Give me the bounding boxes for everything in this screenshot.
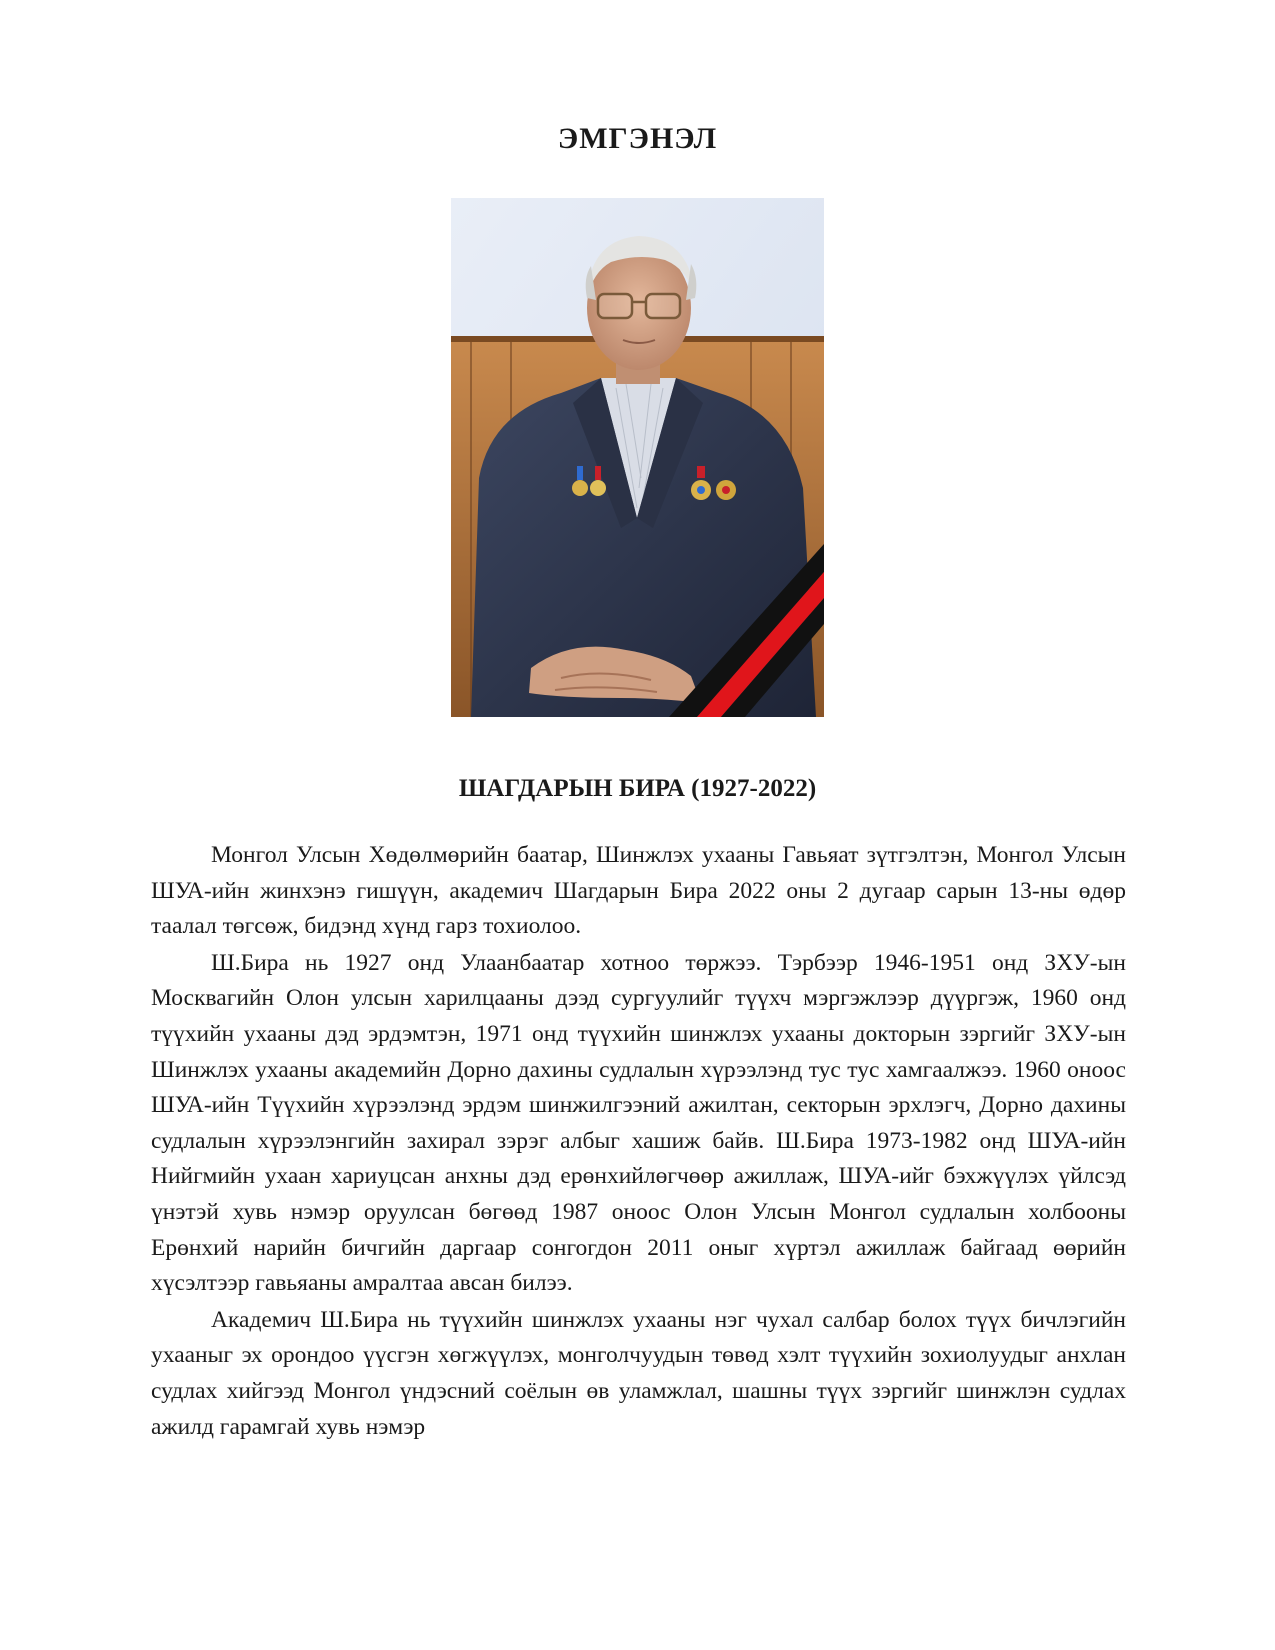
obituary-body: [151, 838, 1126, 1446]
paragraph-1: Монгол Улсын Хөдөлмөрийн баатар, Шинжлэх ухааны Гавьяат зүтгэлтэн, Монгол Улсын ШУА-ийн жинхэнэ гишүүн, академич Шагдарын Бира 2022 оны 2 дугаар сарын 13-ны өдөр таалал төгсөж, бидэнд хүнд гарз тохиолоо.: [151, 842, 1126, 940]
portrait-photo-icon: [451, 198, 824, 717]
paragraph-3: Академич Ш.Бира нь түүхийн шинжлэх ухааны нэг чухал салбар болох түүх бичлэгийн ухааныг эх орондоо үүсгэн хөгжүүлэх, монголчуудын төвөд хэлт түүхийн зохиолуудыг анхлан судлах хийгээд Монгол үндэсний соёлын өв уламжлал, шашны түүх зэргийг шинжлэн судлах ажилд гарамгай хувь нэмэр: [151, 1306, 1126, 1440]
person-name-heading: ШАГДАРЫН БИРА (1927-2022): [458, 775, 817, 802]
portrait-photo: [451, 198, 824, 717]
document-heading: ЭМГЭНЭЛ: [557, 122, 718, 155]
paragraph-2: Ш.Бира нь 1927 онд Улаанбаатар хотноо төржээ. Тэрбээр 1946-1951 онд ЗХУ-ын Москвагийн Олон улсын харилцааны дээд сургуулийг түүхч мэргэжлээр дүүргэж, 1960 онд түүхийн ухааны дэд эрдэмтэн, 1971 онд түүхийн шинжлэх ухааны докторын зэргийг ЗХУ-ын Шинжлэх ухааны академийн Дорно дахины судлалын хүрээлэнд тус тус хамгаалжээ. 1960 оноос ШУА-ийн Түүхийн хүрээлэнд эрдэм шинжилгээний ажилтан, секторын эрхлэгч, Дорно дахины судлалын хүрээлэнгийн захирал зэрэг албыг хашиж байв. Ш.Бира 1973-1982 онд ШУА-ийн Нийгмийн ухаан хариуцсан анхны дэд ерөнхийлөгчөөр ажиллаж, ШУА-ийг бэхжүүлэх үйлсэд үнэтэй хувь нэмэр оруулсан бөгөөд 1987 оноос Олон Улсын Монгол судлалын холбооны Ерөнхий нарийн бичгийн даргаар сонгогдон 2011 оныг хүртэл ажиллаж байгаад өөрийн хүсэлтээр гавьяаны амралтаа авсан билээ.: [151, 949, 1126, 1297]
